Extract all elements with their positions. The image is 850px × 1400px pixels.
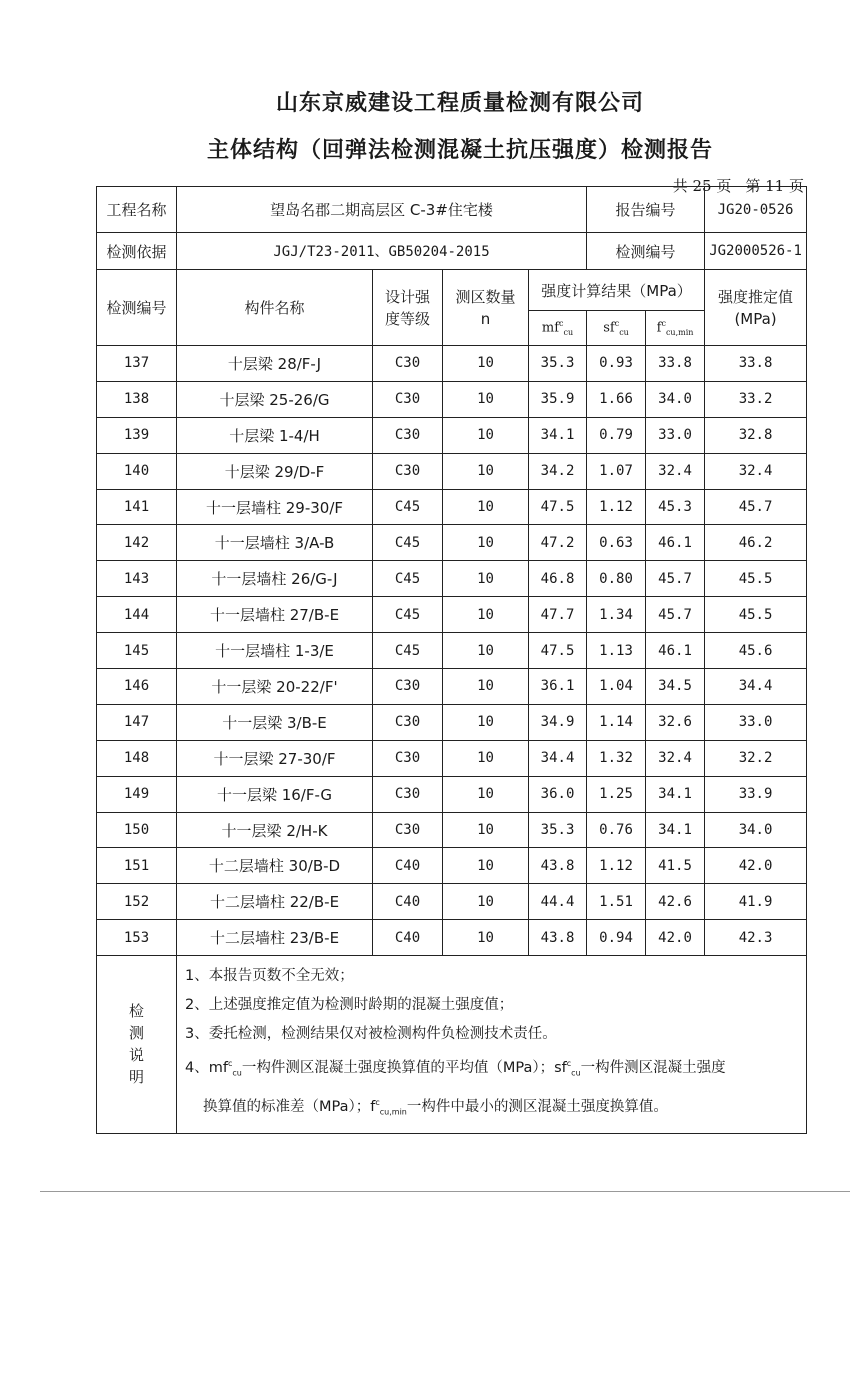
cell-sd: 1.34 [587, 597, 646, 633]
cell-min: 42.6 [646, 884, 705, 920]
cell-grade: C30 [373, 740, 443, 776]
note-4-cont: 换算值的标准差（MPa）；$f^c_{cu,min}$一构件中最小的测区混凝土强度换算值。 [203, 1097, 668, 1117]
cell-grade: C40 [373, 884, 443, 920]
cell-id: 146 [97, 669, 177, 705]
cell-min: 34.1 [646, 812, 705, 848]
cell-id: 143 [97, 561, 177, 597]
cell-mean: 36.0 [529, 776, 587, 812]
cell-id: 141 [97, 489, 177, 525]
cell-estimate: 33.2 [705, 381, 807, 417]
cell-mean: 47.7 [529, 597, 587, 633]
cell-min: 33.8 [646, 346, 705, 382]
cell-min: 32.4 [646, 453, 705, 489]
table-row [97, 561, 807, 597]
note-3: 3、委托检测，检测结果仅对被检测构件负检测技术责任。 [185, 1026, 557, 1043]
cell-member: 十二层墙柱 22/B-E [177, 884, 373, 920]
report-title: 主体结构（回弹法检测混凝土抗压强度）检测报告 [206, 138, 713, 163]
cell-min: 32.4 [646, 740, 705, 776]
cell-member: 十一层墙柱 3/A-B [177, 525, 373, 561]
note-2: 2、上述强度推定值为检测时龄期的混凝土强度值； [185, 997, 514, 1014]
cell-grade: C30 [373, 776, 443, 812]
table-row [97, 812, 807, 848]
cell-mean: 47.5 [529, 489, 587, 525]
cell-estimate: 32.8 [705, 417, 807, 453]
cell-sd: 0.93 [587, 346, 646, 382]
notes-label: 检测说明 [128, 1002, 144, 1087]
cell-sd: 1.13 [587, 633, 646, 669]
cell-sd: 0.79 [587, 417, 646, 453]
cell-estimate: 34.0 [705, 812, 807, 848]
cell-min: 32.6 [646, 704, 705, 740]
table-row [97, 417, 807, 453]
cell-estimate: 33.9 [705, 776, 807, 812]
cell-grade: C30 [373, 381, 443, 417]
basis-value: JGJ/T23-2011、GB50204-2015 [177, 233, 587, 270]
cell-member: 十一层梁 20-22/F' [177, 669, 373, 705]
cell-mean: 43.8 [529, 920, 587, 956]
cell-member: 十一层墙柱 29-30/F [177, 489, 373, 525]
table-row [97, 740, 807, 776]
cell-id: 144 [97, 597, 177, 633]
report-no-value: JG20-0526 [705, 187, 807, 233]
cell-count: 10 [443, 884, 529, 920]
data-rows [97, 346, 807, 956]
cell-id: 142 [97, 525, 177, 561]
cell-min: 41.5 [646, 848, 705, 884]
col-header-count [443, 270, 529, 346]
cell-sd: 1.12 [587, 489, 646, 525]
cell-mean: 47.2 [529, 525, 587, 561]
cell-mean: 34.9 [529, 704, 587, 740]
cell-min: 45.7 [646, 597, 705, 633]
current-page: 第 11 页 [745, 177, 804, 195]
cell-min: 42.0 [646, 920, 705, 956]
cell-mean: 35.3 [529, 812, 587, 848]
cell-count: 10 [443, 740, 529, 776]
cell-grade: C30 [373, 812, 443, 848]
table-row [97, 704, 807, 740]
cell-grade: C45 [373, 597, 443, 633]
cell-sd: 1.14 [587, 704, 646, 740]
cell-grade: C30 [373, 417, 443, 453]
report-table [96, 186, 807, 1134]
table-row [97, 776, 807, 812]
cell-member: 十层梁 28/F-J [177, 346, 373, 382]
cell-count: 10 [443, 346, 529, 382]
cell-member: 十一层梁 3/B-E [177, 704, 373, 740]
cell-sd: 1.66 [587, 381, 646, 417]
table-row [97, 920, 807, 956]
report-no-label: 报告编号 [587, 187, 705, 233]
cell-estimate: 42.0 [705, 848, 807, 884]
col-header-min: $f^c_{cu,min}$ [646, 311, 705, 346]
cell-id: 150 [97, 812, 177, 848]
cell-member: 十层梁 25-26/G [177, 381, 373, 417]
col-header-count-unit: n [480, 309, 491, 328]
table-row [97, 381, 807, 417]
table-row [97, 346, 807, 382]
table-row [97, 597, 807, 633]
cell-count: 10 [443, 381, 529, 417]
notes-row [97, 956, 807, 1133]
cell-count: 10 [443, 597, 529, 633]
cell-min: 34.0 [646, 381, 705, 417]
cell-estimate: 33.0 [705, 704, 807, 740]
cell-grade: C45 [373, 633, 443, 669]
col-header-id: 检测编号 [97, 270, 177, 346]
cell-mean: 34.2 [529, 453, 587, 489]
cell-mean: 36.1 [529, 669, 587, 705]
cell-member: 十一层墙柱 27/B-E [177, 597, 373, 633]
cell-mean: 47.5 [529, 633, 587, 669]
table-row [97, 848, 807, 884]
project-row [97, 187, 807, 233]
test-no-value: JG2000526-1 [705, 233, 807, 270]
cell-id: 147 [97, 704, 177, 740]
total-pages: 共 25 页 [672, 177, 732, 195]
col-header-calc-group: 强度计算结果（MPa） [529, 270, 705, 311]
table-row [97, 489, 807, 525]
cell-estimate: 32.2 [705, 740, 807, 776]
cell-mean: 34.4 [529, 740, 587, 776]
cell-count: 10 [443, 920, 529, 956]
table-row [97, 453, 807, 489]
cell-member: 十二层墙柱 23/B-E [177, 920, 373, 956]
cell-sd: 1.32 [587, 740, 646, 776]
cell-sd: 0.80 [587, 561, 646, 597]
cell-estimate: 41.9 [705, 884, 807, 920]
project-value: 望岛名郡二期高层区 C-3#住宅楼 [177, 187, 587, 233]
cell-id: 145 [97, 633, 177, 669]
cell-min: 45.3 [646, 489, 705, 525]
cell-mean: 35.9 [529, 381, 587, 417]
cell-sd: 1.25 [587, 776, 646, 812]
cell-count: 10 [443, 489, 529, 525]
project-label: 工程名称 [97, 187, 177, 233]
cell-sd: 1.07 [587, 453, 646, 489]
cell-id: 149 [97, 776, 177, 812]
cell-estimate: 32.4 [705, 453, 807, 489]
cell-member: 十层梁 29/D-F [177, 453, 373, 489]
notes-label-cell [97, 956, 177, 1133]
cell-min: 34.1 [646, 776, 705, 812]
cell-grade: C40 [373, 920, 443, 956]
basis-row [97, 233, 807, 270]
cell-estimate: 45.5 [705, 597, 807, 633]
cell-member: 十一层梁 2/H-K [177, 812, 373, 848]
cell-count: 10 [443, 633, 529, 669]
cell-min: 46.1 [646, 633, 705, 669]
table-row [97, 525, 807, 561]
col-header-member: 构件名称 [177, 270, 373, 346]
cell-id: 137 [97, 346, 177, 382]
cell-mean: 35.3 [529, 346, 587, 382]
cell-sd: 0.63 [587, 525, 646, 561]
cell-mean: 44.4 [529, 884, 587, 920]
cell-grade: C45 [373, 561, 443, 597]
cell-grade: C30 [373, 346, 443, 382]
cell-count: 10 [443, 704, 529, 740]
cell-count: 10 [443, 453, 529, 489]
cell-member: 十一层梁 16/F-G [177, 776, 373, 812]
cell-count: 10 [443, 669, 529, 705]
cell-member: 十一层梁 27-30/F [177, 740, 373, 776]
cell-min: 34.5 [646, 669, 705, 705]
cell-grade: C45 [373, 489, 443, 525]
cell-count: 10 [443, 525, 529, 561]
cell-mean: 34.1 [529, 417, 587, 453]
cell-grade: C30 [373, 704, 443, 740]
test-no-label: 检测编号 [587, 233, 705, 270]
cell-grade: C40 [373, 848, 443, 884]
notes-content [177, 956, 807, 1133]
column-header-row [97, 270, 807, 311]
cell-estimate: 45.5 [705, 561, 807, 597]
cell-min: 33.0 [646, 417, 705, 453]
basis-label: 检测依据 [97, 233, 177, 270]
cell-sd: 0.94 [587, 920, 646, 956]
note-1: 1、本报告页数不全无效； [185, 968, 354, 985]
cell-estimate: 34.4 [705, 669, 807, 705]
cell-count: 10 [443, 776, 529, 812]
cell-id: 139 [97, 417, 177, 453]
col-header-sd: $sf^c_{cu}$ [587, 311, 646, 346]
cell-estimate: 33.8 [705, 346, 807, 382]
cell-count: 10 [443, 848, 529, 884]
col-header-count-label: 测区数量 [455, 287, 516, 306]
scan-edge-line [40, 1191, 850, 1192]
cell-grade: C45 [373, 525, 443, 561]
cell-id: 153 [97, 920, 177, 956]
table-row [97, 633, 807, 669]
cell-sd: 1.12 [587, 848, 646, 884]
cell-count: 10 [443, 812, 529, 848]
col-header-estimate [705, 270, 807, 346]
table-row [97, 884, 807, 920]
cell-min: 46.1 [646, 525, 705, 561]
cell-member: 十一层墙柱 26/G-J [177, 561, 373, 597]
cell-id: 148 [97, 740, 177, 776]
col-header-estimate-unit: (MPa) [734, 309, 777, 328]
cell-min: 45.7 [646, 561, 705, 597]
col-header-estimate-label: 强度推定值 [718, 287, 794, 306]
cell-estimate: 45.6 [705, 633, 807, 669]
col-header-grade: 设计强度等级 [373, 270, 443, 346]
note-4: 4、$mf^c_{cu}$一构件测区混凝土强度换算值的平均值（MPa）；$sf^c_{cu}$一构件测区混凝土强度 [185, 1059, 726, 1078]
cell-sd: 0.76 [587, 812, 646, 848]
cell-member: 十二层墙柱 30/B-D [177, 848, 373, 884]
cell-grade: C30 [373, 453, 443, 489]
cell-grade: C30 [373, 669, 443, 705]
cell-estimate: 46.2 [705, 525, 807, 561]
company-name: 山东京威建设工程质量检测有限公司 [275, 91, 644, 116]
cell-id: 152 [97, 884, 177, 920]
col-header-mean: $mf^c_{cu}$ [529, 311, 587, 346]
cell-member: 十层梁 1-4/H [177, 417, 373, 453]
cell-mean: 46.8 [529, 561, 587, 597]
cell-id: 138 [97, 381, 177, 417]
cell-estimate: 42.3 [705, 920, 807, 956]
cell-member: 十一层墙柱 1-3/E [177, 633, 373, 669]
cell-estimate: 45.7 [705, 489, 807, 525]
cell-sd: 1.51 [587, 884, 646, 920]
table-row [97, 669, 807, 705]
cell-id: 140 [97, 453, 177, 489]
cell-sd: 1.04 [587, 669, 646, 705]
cell-id: 151 [97, 848, 177, 884]
cell-mean: 43.8 [529, 848, 587, 884]
cell-count: 10 [443, 561, 529, 597]
cell-count: 10 [443, 417, 529, 453]
